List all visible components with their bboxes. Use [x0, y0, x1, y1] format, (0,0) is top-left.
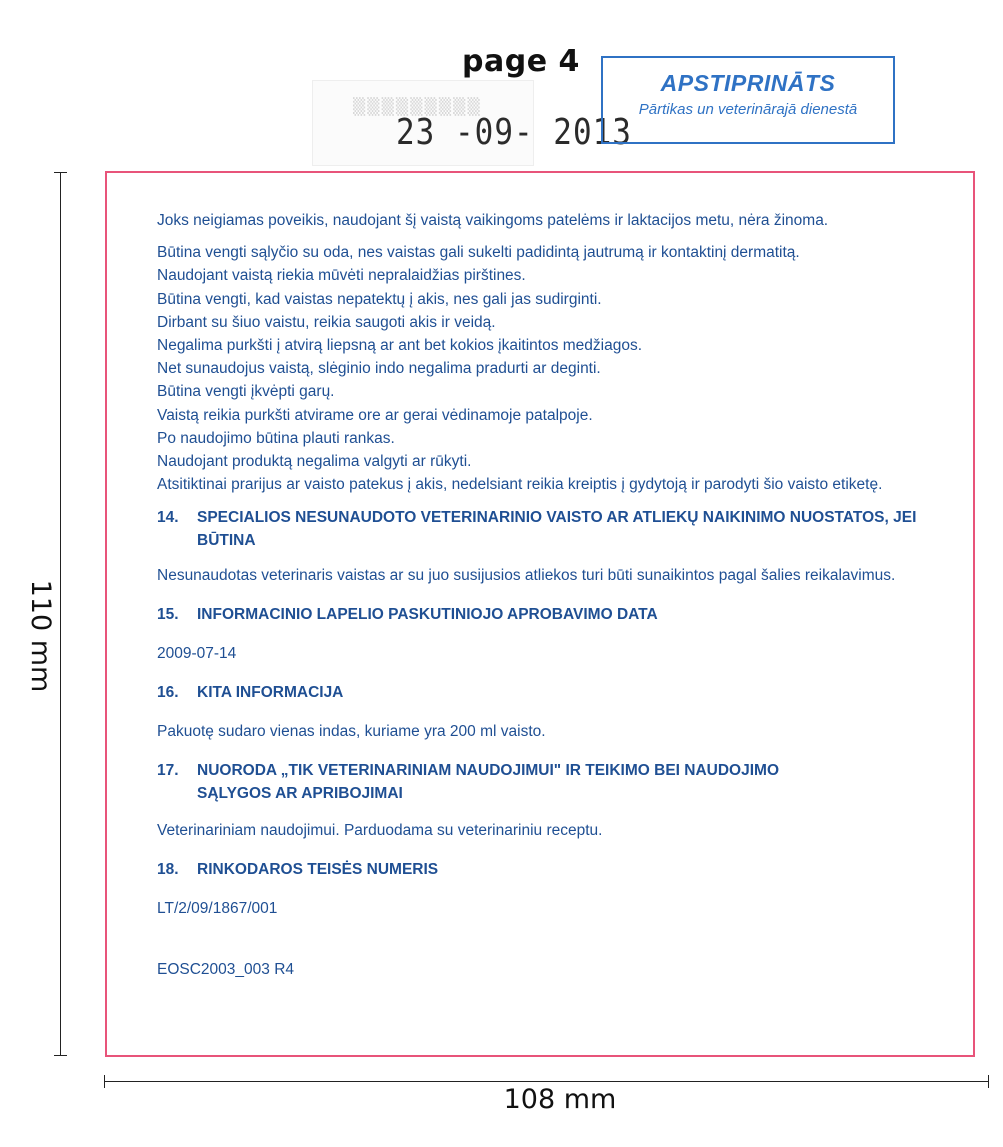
section-number: 14. [157, 509, 179, 527]
faded-stamp-ghost: ▒▒▒▒▒▒▒▒▒ [353, 97, 482, 116]
section-14-body: Nesunaudotas veterinaris vaistas ar su juo susijusios atliekos turi būti sunaikintos pagal šalies reikalavimus. [157, 567, 896, 585]
vertical-dimension-tick-bottom [54, 1055, 67, 1056]
section-number: 18. [157, 861, 179, 879]
warning-line: Dirbant su šiuo vaistu, reikia saugoti akis ir veidą. [157, 313, 496, 331]
section-14-heading [157, 506, 957, 552]
leaflet-content [157, 209, 957, 981]
section-title: INFORMACINIO LAPELIO PASKUTINIOJO APROBAVIMO DATA [197, 606, 658, 624]
warning-line: Būtina vengti sąlyčio su oda, nes vaistas gali sukelti padidintą jautrumą ir kontaktinį dermatitą. [157, 244, 800, 262]
horizontal-dimension-tick-right [988, 1075, 989, 1088]
warning-line: Vaistą reikia purkšti atvirame ore ar gerai vėdinamoje patalpoje. [157, 406, 593, 424]
leaflet-frame [105, 171, 975, 1057]
section-number: 16. [157, 684, 179, 702]
section-16-body: Pakuotę sudaro vienas indas, kuriame yra 200 ml vaisto. [157, 723, 546, 741]
section-15-heading [157, 603, 957, 626]
section-title: SPECIALIOS NESUNAUDOTO VETERINARINIO VAISTO AR ATLIEKŲ NAIKINIMO NUOSTATOS, JEI BŪTINA [197, 509, 917, 550]
warning-line: Atsitiktinai prarijus ar vaisto patekus į akis, nedelsiant reikia kreiptis į gydytoją ir parodyti šio vaisto etiketę. [157, 476, 883, 494]
section-title: NUORODA „TIK VETERINARINIAM NAUDOJIMUI" IR TEIKIMO BEI NAUDOJIMO SĄLYGOS AR APRIBOJIMAI [197, 762, 780, 803]
section-17-heading [157, 759, 957, 805]
section-18-body: LT/2/09/1867/001 [157, 900, 278, 918]
vertical-dimension-label: 110 mm [25, 579, 56, 693]
footer-code: EOSC2003_003 R4 [157, 961, 295, 979]
vertical-dimension-tick-top [54, 172, 67, 173]
warning-line: Būtina vengti įkvėpti garų. [157, 383, 335, 401]
warning-line: Negalima purkšti į atvirą liepsną ar ant bet kokios įkaitintos medžiagos. [157, 337, 643, 355]
section-title: KITA INFORMACIJA [197, 684, 344, 702]
approval-subtitle: Pārtikas un veterinārajā dienestā [638, 101, 858, 118]
horizontal-dimension-line [104, 1081, 989, 1082]
section-number: 17. [157, 762, 179, 780]
approval-stamp [601, 56, 895, 144]
warning-line: Po naudojimo būtina plauti rankas. [157, 429, 395, 447]
horizontal-dimension-label: 108 mm [503, 1084, 617, 1115]
approval-title: APSTIPRINĀTS [660, 70, 836, 96]
warning-line: Naudojant produktą negalima valgyti ar rūkyti. [157, 453, 472, 471]
section-16-heading [157, 681, 957, 704]
section-15-body: 2009-07-14 [157, 645, 237, 663]
warning-line: Naudojant vaistą riekia mūvėti nepralaidžias pirštines. [157, 267, 526, 285]
warning-line: Net sunaudojus vaistą, slėginio indo negalima pradurti ar deginti. [157, 360, 601, 378]
horizontal-dimension-tick-left [104, 1075, 105, 1088]
section-title: RINKODAROS TEISĖS NUMERIS [197, 861, 439, 879]
warning-line: Būtina vengti, kad vaistas nepatektų į akis, nes gali jas sudirginti. [157, 290, 602, 308]
page-number-label: page 4 [462, 44, 580, 79]
section-18-heading [157, 858, 957, 881]
section-17-body: Veterinariniam naudojimui. Parduodama su veterinariniu receptu. [157, 822, 603, 840]
section-number: 15. [157, 606, 179, 624]
vertical-dimension-line [60, 172, 61, 1055]
date-stamp: 23 -09- 2013 [396, 112, 632, 154]
intro-text: Joks neigiamas poveikis, naudojant šį vaistą vaikingoms patelėms ir laktacijos metu, nėra žinoma. [157, 212, 829, 229]
